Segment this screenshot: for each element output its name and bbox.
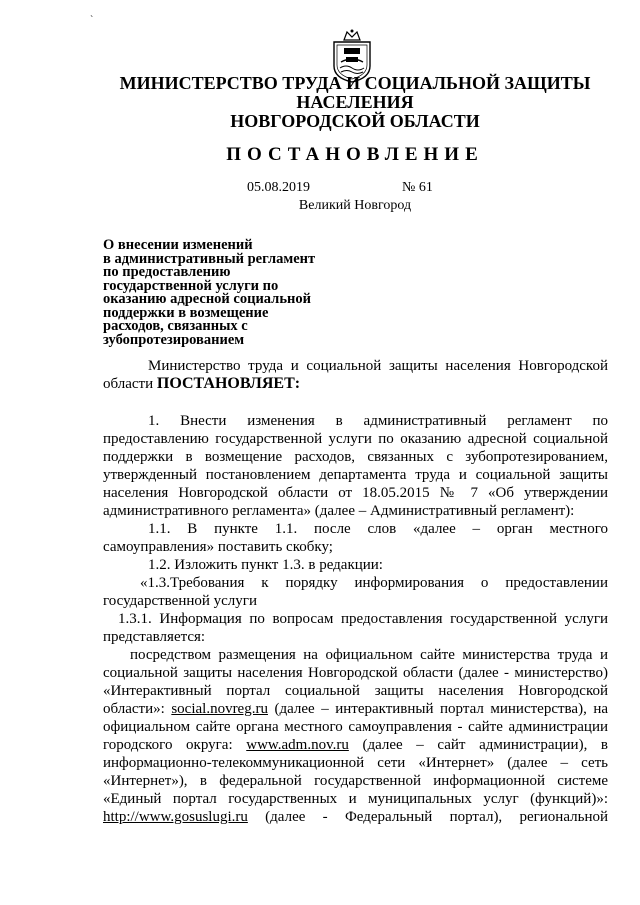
paragraph-1-1-line: самоуправления» поставить скобку; [103, 539, 333, 555]
subject-line: оказанию адресной социальной [103, 291, 311, 307]
paragraph-1-3-line: «1.3.Требования к порядку информирования о предоставлении [140, 575, 608, 591]
placement-line: информационно-телекоммуникационной сети «Интернет» (далее – сеть [103, 755, 608, 771]
placement-text: (далее – сайт администрации), в [362, 737, 609, 753]
document-date: 05.08.2019 [247, 180, 310, 195]
intro-text: области [103, 376, 154, 392]
paragraph-1-line: поддержки в возмещение расходов, связанных с зубопротезированием, [103, 449, 608, 465]
paragraph-1-line: 1. Внести изменения в административный регламент по [148, 413, 608, 429]
subject-line: зубопротезированием [103, 331, 245, 348]
subject-line: расходов, связанных с [103, 318, 248, 334]
decree-keyword: ПОСТАНОВЛЯЕТ: [156, 375, 301, 392]
placement-line: «Единый портал государственных и муниципальных услуг (функций)»: [103, 791, 608, 807]
document-subject [103, 239, 343, 347]
gosuslugi-link[interactable]: http://www.gosuslugi.ru [103, 809, 248, 825]
placement-text: (далее – интерактивный портал министерства), на [274, 701, 609, 717]
placement-line: «Интерактивный портал социальной защиты населения Новгородской [103, 683, 608, 699]
paragraph-1-line: утвержденный постановлением департамента труда и социальной защиты [103, 467, 608, 483]
placement-line [103, 701, 608, 718]
document-type-heading: ПОСТАНОВЛЕНИЕ [226, 144, 484, 165]
ministry-title-line-1: МИНИСТЕРСТВО ТРУДА И СОЦИАЛЬНОЙ ЗАЩИТЫ НАСЕЛЕНИЯ [119, 73, 591, 112]
placement-line [103, 737, 608, 754]
administration-site-link[interactable]: www.adm.nov.ru [246, 737, 349, 753]
paragraph-1-3-1-line: 1.3.1. Информация по вопросам предоставления государственной услуги [118, 611, 608, 627]
placement-text: области»: [103, 701, 165, 717]
placement-line: социальной защиты населения Новгородской области (далее - министерство) [103, 665, 608, 681]
placement-text: (далее - Федеральный портал), региональной [265, 809, 609, 825]
ministry-title-line-2: НОВГОРОДСКОЙ ОБЛАСТИ [230, 111, 480, 131]
paragraph-1-line: административного регламента» (далее – Административный регламент): [103, 503, 575, 519]
subject-line: государственной услуги по [103, 277, 279, 294]
subject-line: поддержки в возмещение [103, 304, 269, 321]
ministry-title [90, 74, 620, 131]
social-portal-link[interactable]: social.novreg.ru [171, 701, 268, 717]
paragraph-1-2: 1.2. Изложить пункт 1.3. в редакции: [148, 557, 383, 573]
paragraph-1-3-1-line: представляется: [103, 629, 206, 645]
paragraph-1-1-line: 1.1. В пункте 1.1. после слов «далее – орган местного [148, 521, 608, 537]
subject-line: по предоставлению [103, 264, 231, 280]
subject-line: в административный регламент [103, 250, 316, 267]
document-city: Великий Новгород [298, 198, 412, 213]
placement-line: официальном сайте органа местного самоуправления - сайте администрации [103, 719, 608, 735]
document-number: № 61 [402, 180, 433, 195]
intro-line-1: Министерство труда и социальной защиты населения Новгородской [148, 358, 608, 374]
paragraph-1-line: предоставлению государственной услуги по оказанию адресной социальной [103, 431, 608, 447]
subject-line: О внесении изменений [103, 237, 253, 253]
placement-line: посредством размещения на официальном сайте министерства труда и [130, 647, 608, 663]
paragraph-1-line: населения Новгородской области от 18.05.2015 № 7 «Об утверждении [103, 485, 608, 501]
scan-mark: ` [90, 15, 94, 26]
intro-line-2 [103, 375, 608, 393]
paragraph-1-3-line: государственной услуги [103, 593, 257, 609]
placement-line: «Интернет»), в федеральной государственной информационной системе [103, 773, 608, 789]
placement-text: городского округа: [103, 737, 233, 753]
placement-line [103, 809, 608, 826]
